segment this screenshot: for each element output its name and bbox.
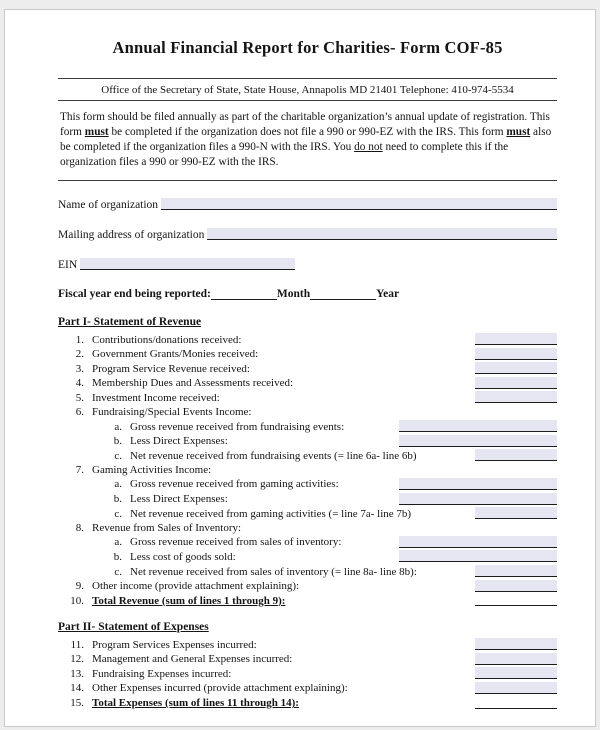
line-label: Net revenue received from fundraising events (= line 6a- line 6b) bbox=[130, 449, 417, 462]
line-10-amount-field[interactable] bbox=[475, 594, 557, 606]
line-label: Investment Income received: bbox=[92, 391, 220, 404]
line-label: Less Direct Expenses: bbox=[130, 493, 228, 506]
line-letter: a. bbox=[114, 478, 122, 491]
line-number: 2. bbox=[75, 348, 84, 361]
line-7b-amount-field[interactable] bbox=[399, 493, 557, 505]
line-6c-amount-field[interactable] bbox=[475, 449, 557, 461]
expense-line-12 bbox=[58, 653, 557, 666]
line-letter: a. bbox=[114, 536, 122, 549]
line-label: Other income (provide attachment explaining): bbox=[92, 580, 300, 593]
line-15-amount-field[interactable] bbox=[475, 697, 557, 709]
line-number: 6. bbox=[75, 405, 84, 418]
line-4-amount-field[interactable] bbox=[475, 377, 557, 389]
line-label: Other Expenses incurred (provide attachment explaining): bbox=[92, 682, 348, 695]
line-letter: c. bbox=[114, 565, 122, 578]
divider-rule bbox=[58, 78, 557, 79]
mailing-address-label: Mailing address of organization bbox=[58, 229, 205, 241]
line-number: 14. bbox=[70, 682, 84, 695]
divider-rule bbox=[58, 180, 557, 181]
line-label: Gross revenue received from fundraising events: bbox=[130, 420, 345, 433]
revenue-line-6c bbox=[58, 449, 557, 462]
line-letter: c. bbox=[114, 507, 122, 520]
intro-text: be completed if the organization does not file a 990 or 990-EZ with the IRS. This form bbox=[108, 126, 507, 138]
line-6a-amount-field[interactable] bbox=[399, 420, 557, 432]
expense-lines bbox=[58, 638, 557, 709]
revenue-line-1 bbox=[58, 333, 557, 346]
mailing-address-row bbox=[58, 228, 557, 241]
organization-name-field[interactable] bbox=[161, 198, 557, 210]
line-label: Fundraising/Special Events Income: bbox=[92, 405, 252, 418]
line-label: Less cost of goods sold: bbox=[130, 550, 236, 563]
intro-text: This form should be filed annually as part of the charitable organization’s annual update of registration. This form bbox=[60, 111, 550, 138]
revenue-line-7c bbox=[58, 507, 557, 520]
line-7c-amount-field[interactable] bbox=[475, 507, 557, 519]
line-label: Gross revenue received from gaming activities: bbox=[130, 478, 339, 491]
line-letter: c. bbox=[114, 449, 122, 462]
mailing-address-field[interactable] bbox=[207, 228, 557, 240]
line-label: Revenue from Sales of Inventory: bbox=[92, 521, 242, 534]
page-title: Annual Financial Report for Charities- Form COF-85 bbox=[112, 38, 503, 57]
line-8c-amount-field[interactable] bbox=[475, 565, 557, 577]
revenue-line-7 bbox=[58, 464, 557, 477]
line-number: 13. bbox=[70, 667, 84, 680]
fiscal-year-row bbox=[58, 288, 557, 300]
line-number: 7. bbox=[75, 463, 84, 476]
line-3-amount-field[interactable] bbox=[475, 362, 557, 374]
revenue-line-8b bbox=[58, 550, 557, 563]
revenue-line-6b bbox=[58, 435, 557, 448]
month-label: Month bbox=[276, 288, 311, 300]
fiscal-year-field[interactable] bbox=[310, 289, 376, 300]
ein-field[interactable] bbox=[80, 258, 295, 270]
line-label: Program Services Expenses incurred: bbox=[92, 638, 257, 651]
line-5-amount-field[interactable] bbox=[475, 391, 557, 403]
revenue-line-8c bbox=[58, 565, 557, 578]
revenue-line-6a bbox=[58, 420, 557, 433]
line-label: Less Direct Expenses: bbox=[130, 435, 228, 448]
fiscal-month-field[interactable] bbox=[211, 289, 277, 300]
line-label: Total Revenue (sum of lines 1 through 9): bbox=[92, 594, 286, 607]
line-number: 1. bbox=[75, 333, 84, 346]
office-address-line: Office of the Secretary of State, State House, Annapolis MD 21401 Telephone: 410-974-5534 bbox=[101, 84, 514, 96]
revenue-line-6 bbox=[58, 406, 557, 419]
revenue-line-3 bbox=[58, 362, 557, 375]
line-6b-amount-field[interactable] bbox=[399, 435, 557, 447]
line-letter: b. bbox=[113, 435, 122, 448]
line-number: 3. bbox=[75, 362, 84, 375]
revenue-line-8a bbox=[58, 536, 557, 549]
line-number: 11. bbox=[70, 638, 84, 651]
intro-donot-emphasis: do not bbox=[354, 141, 383, 153]
expense-line-15-total bbox=[58, 697, 557, 710]
line-label: Program Service Revenue received: bbox=[92, 362, 250, 375]
line-9-amount-field[interactable] bbox=[475, 580, 557, 592]
line-number: 8. bbox=[75, 521, 84, 534]
fiscal-year-label: Fiscal year end being reported: bbox=[58, 288, 211, 300]
revenue-lines bbox=[58, 333, 557, 607]
line-number: 10. bbox=[70, 594, 84, 607]
expense-line-11 bbox=[58, 638, 557, 651]
line-label: Fundraising Expenses incurred: bbox=[92, 667, 232, 680]
revenue-line-10-total bbox=[58, 594, 557, 607]
revenue-line-4 bbox=[58, 377, 557, 390]
organization-name-label: Name of organization bbox=[58, 199, 159, 211]
line-12-amount-field[interactable] bbox=[475, 653, 557, 665]
line-number: 15. bbox=[70, 697, 84, 710]
revenue-line-8 bbox=[58, 522, 557, 535]
line-label: Gross revenue received from sales of inventory: bbox=[130, 536, 342, 549]
line-number: 4. bbox=[75, 377, 84, 390]
line-label: Gaming Activities Income: bbox=[92, 463, 212, 476]
line-14-amount-field[interactable] bbox=[475, 682, 557, 694]
line-8b-amount-field[interactable] bbox=[399, 550, 557, 562]
ein-label: EIN bbox=[58, 259, 78, 271]
ein-row bbox=[58, 258, 557, 271]
line-number: 5. bbox=[75, 391, 84, 404]
revenue-line-2 bbox=[58, 348, 557, 361]
line-label: Contributions/donations received: bbox=[92, 333, 242, 346]
organization-name-row bbox=[58, 198, 557, 211]
intro-paragraph bbox=[60, 110, 555, 170]
line-8a-amount-field[interactable] bbox=[399, 536, 557, 548]
line-label: Membership Dues and Assessments received: bbox=[92, 377, 294, 390]
line-label: Net revenue received from gaming activities (= line 7a- line 7b) bbox=[130, 507, 412, 520]
line-7a-amount-field[interactable] bbox=[399, 478, 557, 490]
part1-heading: Part I- Statement of Revenue bbox=[58, 316, 202, 328]
divider-rule bbox=[58, 100, 557, 101]
line-number: 9. bbox=[75, 580, 84, 593]
line-letter: a. bbox=[114, 420, 122, 433]
line-13-amount-field[interactable] bbox=[475, 667, 557, 679]
part2-heading: Part II- Statement of Expenses bbox=[58, 621, 209, 634]
expense-line-13 bbox=[58, 667, 557, 680]
year-label: Year bbox=[376, 288, 400, 300]
line-label: Management and General Expenses incurred: bbox=[92, 653, 293, 666]
line-number: 12. bbox=[70, 653, 84, 666]
expense-line-14 bbox=[58, 682, 557, 695]
line-label: Total Expenses (sum of lines 11 through 14): bbox=[92, 697, 299, 710]
line-1-amount-field[interactable] bbox=[475, 333, 557, 345]
revenue-line-7b bbox=[58, 493, 557, 506]
line-11-amount-field[interactable] bbox=[475, 638, 557, 650]
line-2-amount-field[interactable] bbox=[475, 348, 557, 360]
intro-text: also be completed if the organization files a 990-N with the IRS. You bbox=[60, 126, 552, 153]
line-letter: b. bbox=[113, 493, 122, 506]
revenue-line-7a bbox=[58, 478, 557, 491]
intro-must-emphasis: must bbox=[506, 126, 531, 138]
revenue-line-9 bbox=[58, 580, 557, 593]
form-page bbox=[4, 9, 596, 727]
line-label: Net revenue received from sales of inventory (= line 8a- line 8b): bbox=[130, 565, 417, 578]
revenue-line-5 bbox=[58, 391, 557, 404]
line-letter: b. bbox=[113, 550, 122, 563]
intro-must-emphasis: must bbox=[84, 126, 109, 138]
line-label: Government Grants/Monies received: bbox=[92, 348, 259, 361]
intro-text: need to complete this if the organization files a 990 or 990-EZ with the IRS. bbox=[60, 141, 509, 168]
